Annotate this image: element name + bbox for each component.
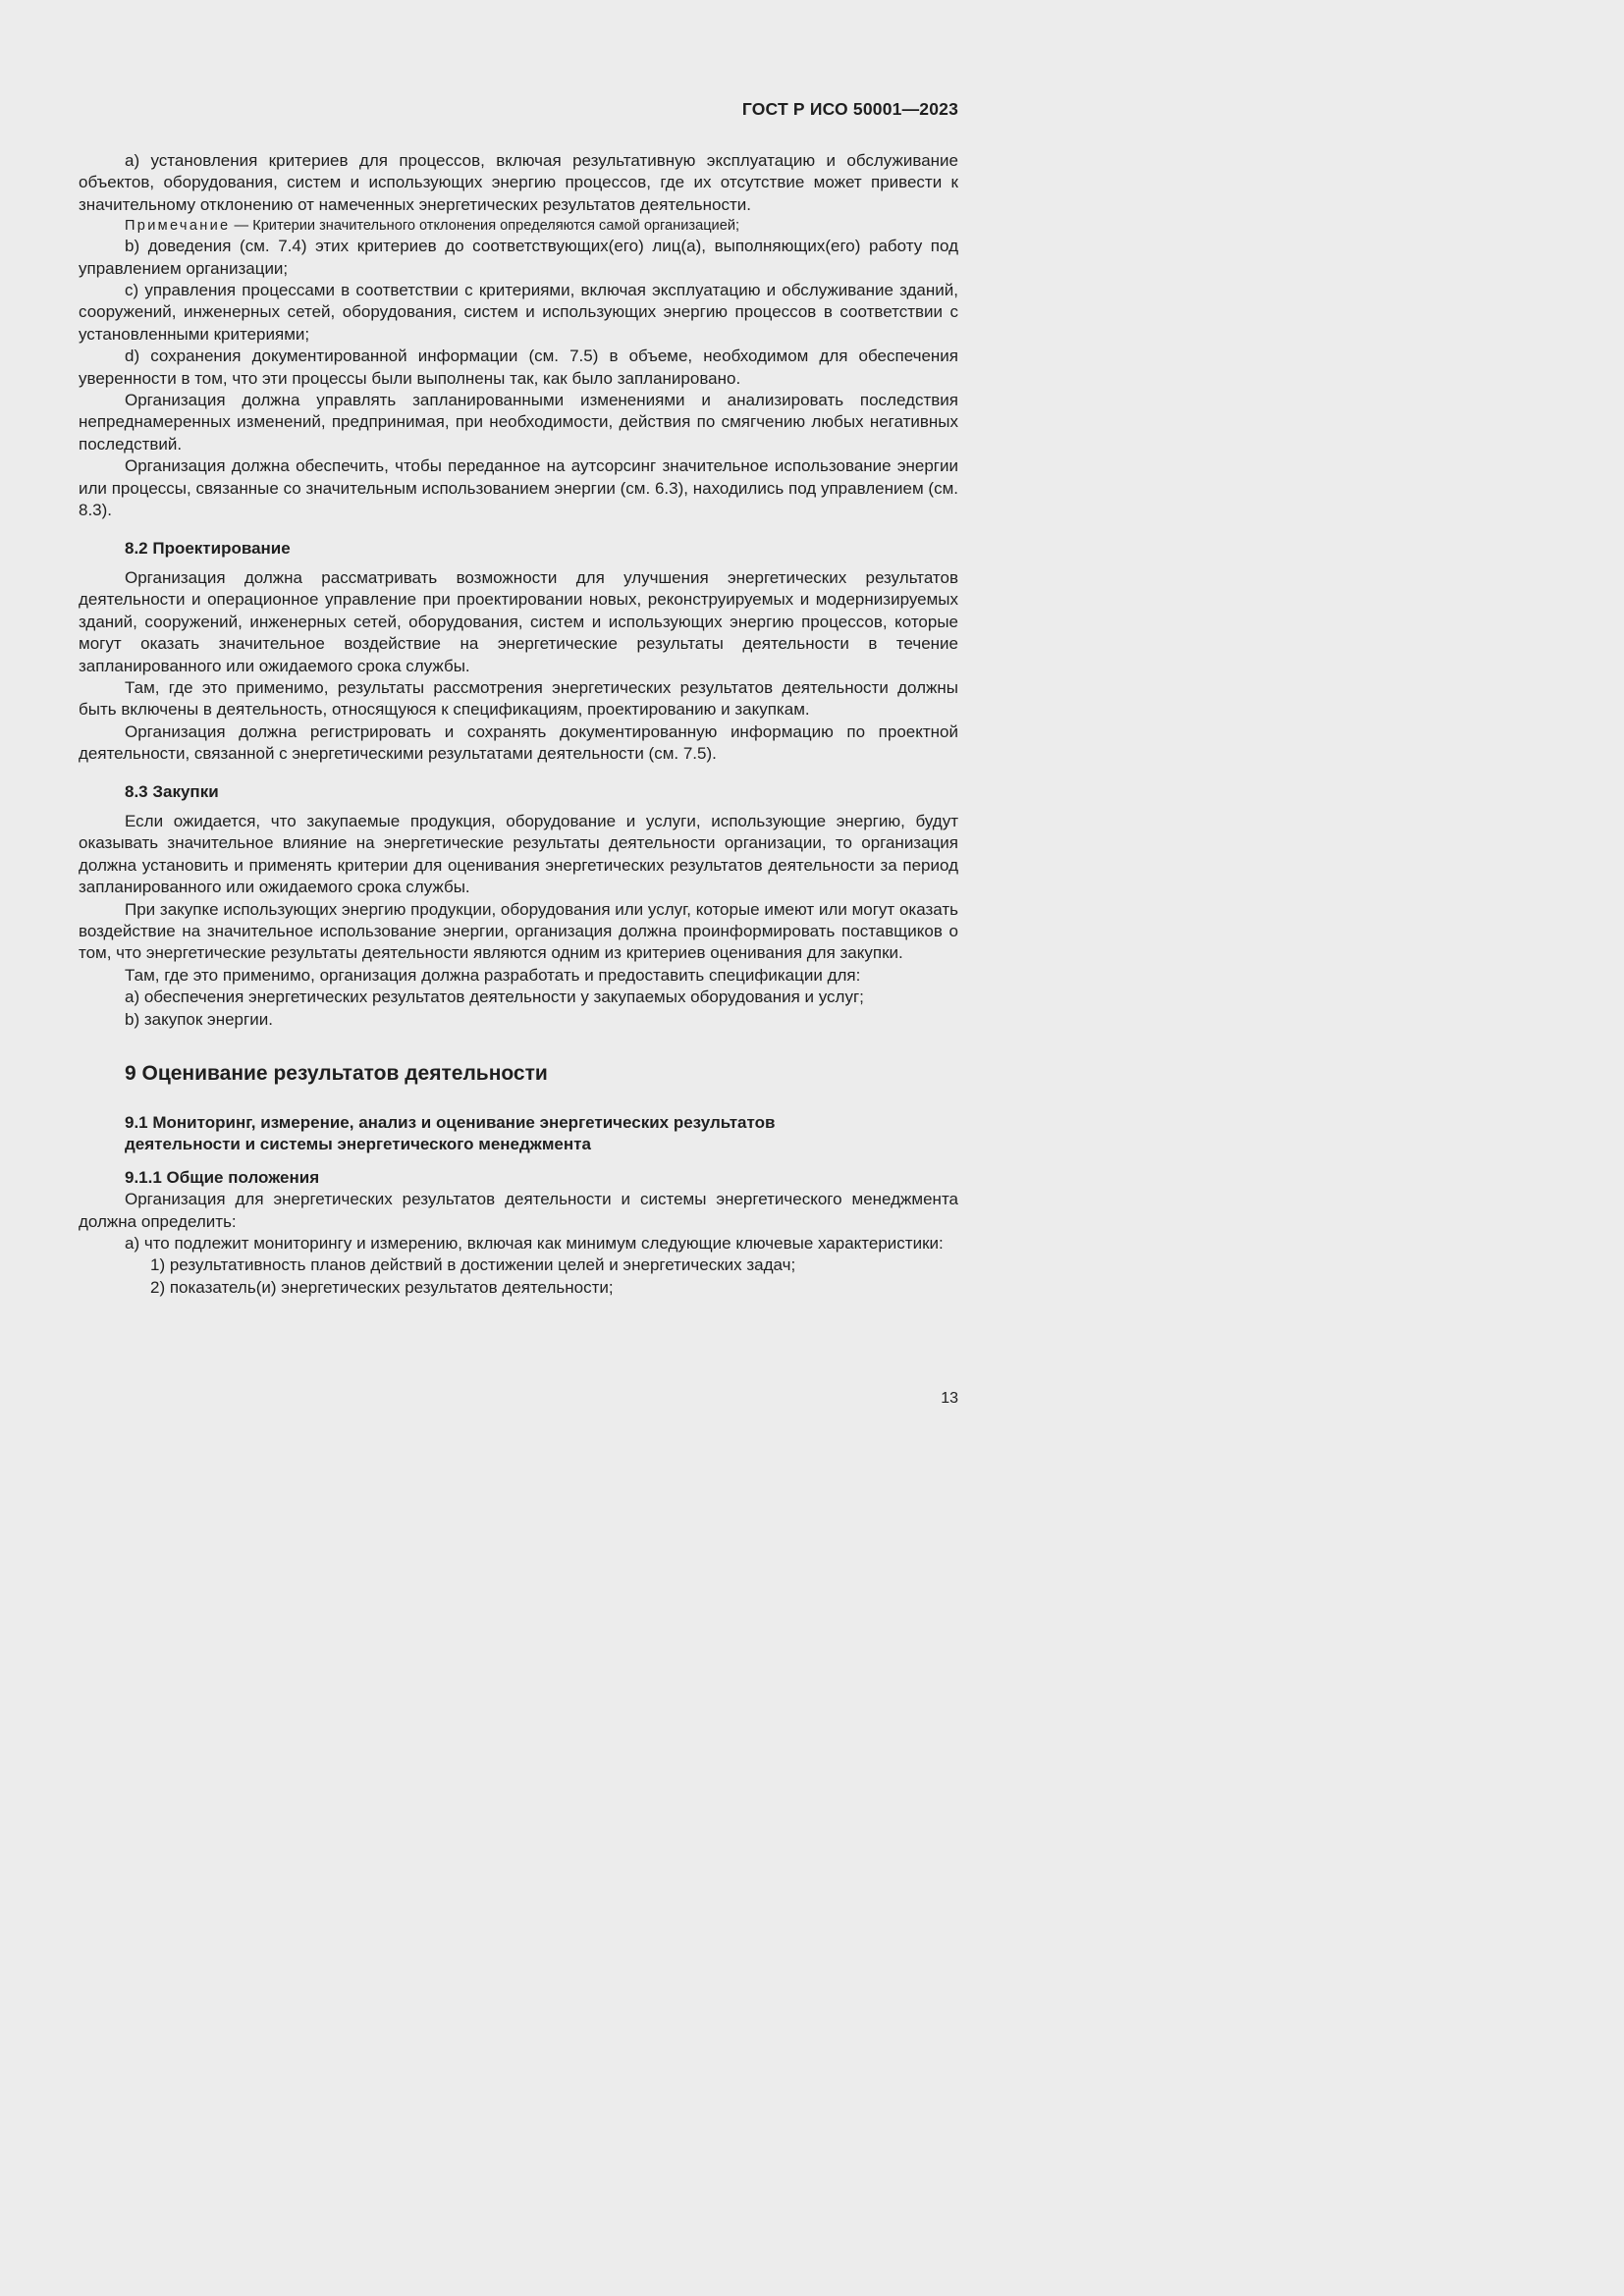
paragraph-general: Организация для энергетических результатов деятельности и системы энергетического менеджмента должна определить: — [79, 1190, 958, 1231]
item-d-documented-info: d) сохранения документированной информации (см. 7.5) в объеме, необходимом для обеспечения уверенности в том, что эти процессы были выполнены так, как было запланировано. — [79, 347, 958, 388]
heading-9-1 — [125, 1112, 958, 1156]
procurement-item-b: b) закупок энергии. — [125, 1009, 273, 1029]
document-body — [79, 150, 958, 1299]
heading-8-3: 8.3 Закупки — [125, 781, 219, 801]
note — [79, 216, 958, 236]
procurement-item-a: a) обеспечения энергетических результатов деятельности у закупаемых оборудования и услуг; — [125, 988, 864, 1007]
item-c-process-control: c) управления процессами в соответствии с критериями, включая эксплуатацию и обслуживание зданий, сооружений, инженерных сетей, оборудования, систем и использующих энергию процессов в соответствии с установленными критериями; — [79, 281, 958, 344]
heading-9-1-line2: деятельности и системы энергетического менеджмента — [125, 1135, 591, 1154]
general-item-a: a) что подлежит мониторингу и измерению, включая как минимум следующие ключевые характеристики: — [125, 1234, 944, 1254]
heading-9-1-line1: 9.1 Мониторинг, измерение, анализ и оценивание энергетических результатов — [125, 1113, 776, 1133]
general-item-a2: 2) показатель(и) энергетических результатов деятельности; — [150, 1277, 614, 1297]
general-item-a1: 1) результативность планов действий в достижении целей и энергетических задач; — [150, 1255, 796, 1275]
heading-8-2: 8.2 Проектирование — [125, 538, 291, 558]
item-b-communication: b) доведения (см. 7.4) этих критериев до соответствующих(его) лиц(а), выполняющих(его) работу под управлением организации; — [79, 237, 958, 278]
note-text: Критерии значительного отклонения определяются самой организацией; — [252, 218, 740, 235]
document-page — [0, 0, 1089, 1539]
paragraph-procurement-2: При закупке использующих энергию продукции, оборудования или услуг, которые имеют или могут оказать воздействие на значительное использование энергии, организация должна проинформировать поставщиков о том, что энергетические результаты деятельности являются одним из критериев оценивания для закупки. — [79, 899, 958, 963]
paragraph-design-2: Там, где это применимо, результаты рассмотрения энергетических результатов деятельности должны быть включены в деятельность, относящуюся к спецификациям, проектированию и закупкам. — [79, 677, 958, 720]
heading-9-1-1: 9.1.1 Общие положения — [125, 1167, 320, 1187]
paragraph-design-3: Организация должна регистрировать и сохранять документированную информацию по проектной деятельности, связанной с энергетическими результатами деятельности (см. 7.5). — [79, 721, 958, 764]
document-header: ГОСТ Р ИСО 50001—2023 — [741, 99, 958, 119]
paragraph-outsourcing: Организация должна обеспечить, чтобы переданное на аутсорсинг значительное использование энергии или процессы, связанные со значительным использованием энергии (см. 6.3), находились под управлением (см. 8.3). — [79, 456, 958, 520]
page-number: 13 — [941, 1390, 958, 1407]
paragraph-procurement-1: Если ожидается, что закупаемые продукция, оборудование и услуги, использующие энергию, будут оказывать значительное влияние на энергетические результаты деятельности организации, то организация должна установить и применять критерии для оценивания энергетических результатов деятельности за период запланированного или ожидаемого срока службы. — [79, 811, 958, 897]
heading-9: 9 Оценивание результатов деятельности — [125, 1062, 548, 1086]
paragraph-procurement-3: Там, где это применимо, организация должна разработать и предоставить спецификации для: — [125, 965, 861, 985]
note-dash: — — [230, 218, 253, 235]
note-label: Примечание — [125, 218, 231, 235]
item-a-criteria: a) установления критериев для процессов, включая результативную эксплуатацию и обслуживание объектов, оборудования, систем и использующих энергию процессов, где их отсутствие может привести к значительному отклонению от намеченных энергетических результатов деятельности. — [79, 151, 958, 214]
paragraph-design-1: Организация должна рассматривать возможности для улучшения энергетических результатов деятельности и операционное управление при проектировании новых, реконструируемых и модернизируемых зданий, сооружений, инженерных сетей, оборудования, систем и использующих энергию процессов, которые могут оказать значительное воздействие на энергетические результаты деятельности в течение запланированного или ожидаемого срока службы. — [79, 567, 958, 675]
paragraph-changes: Организация должна управлять запланированными изменениями и анализировать последствия непреднамеренных изменений, предпринимая, при необходимости, действия по смягчению любых негативных последствий. — [79, 391, 958, 454]
